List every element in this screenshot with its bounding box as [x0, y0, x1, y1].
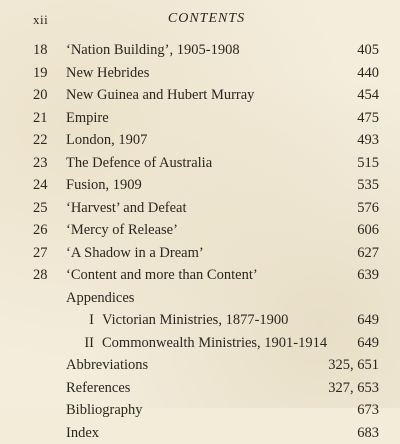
chapter-number: 21: [33, 107, 57, 130]
chapter-title: ‘A Shadow in a Dream’: [66, 242, 204, 265]
page-reference: 606: [357, 219, 379, 242]
back-matter-title: Abbreviations: [66, 354, 148, 377]
chapter-title: New Hebrides: [66, 62, 149, 85]
chapter-title: The Defence of Australia: [66, 152, 212, 175]
chapter-number: 19: [33, 62, 57, 85]
appendix-entry: [33, 332, 379, 355]
chapter-title: New Guinea and Hubert Murray: [66, 84, 254, 107]
chapter-title: ‘Harvest’ and Defeat: [66, 197, 187, 220]
page-reference: 405: [357, 39, 379, 62]
appendix-numeral: I: [80, 309, 94, 332]
toc-entry: [33, 129, 379, 152]
page-reference: 576: [357, 197, 379, 220]
page-reference: 673: [357, 399, 379, 422]
page-reference: 639: [357, 264, 379, 287]
page-reference: 493: [357, 129, 379, 152]
page-reference: 627: [357, 242, 379, 265]
toc-entry: [33, 84, 379, 107]
table-of-contents: [33, 39, 379, 444]
toc-entry: [33, 174, 379, 197]
chapter-title: ‘Content and more than Content’: [66, 264, 258, 287]
toc-entry: [33, 242, 379, 265]
appendices-heading: Appendices: [66, 287, 134, 310]
chapter-number: 25: [33, 197, 57, 220]
chapter-title: Fusion, 1909: [66, 174, 142, 197]
appendix-title: Commonwealth Ministries, 1901-1914: [102, 335, 327, 351]
toc-entry: [33, 219, 379, 242]
chapter-number: 18: [33, 39, 57, 62]
chapter-number: 26: [33, 219, 57, 242]
appendix-title-line: [80, 332, 327, 355]
page-reference: 649: [357, 332, 379, 355]
chapter-number: 24: [33, 174, 57, 197]
back-matter-entry: [33, 422, 379, 444]
appendices-heading-row: [33, 287, 379, 310]
back-matter-entry: [33, 377, 379, 400]
page-reference: 440: [357, 62, 379, 85]
running-title: CONTENTS: [33, 11, 380, 27]
toc-entry: [33, 152, 379, 175]
chapter-number: 27: [33, 242, 57, 265]
back-matter-title: Index: [66, 422, 99, 444]
appendix-numeral: II: [80, 332, 94, 355]
page-reference: 475: [357, 107, 379, 130]
back-matter-title: Bibliography: [66, 399, 143, 422]
toc-entry: [33, 62, 379, 85]
page-reference: 515: [357, 152, 379, 175]
appendix-title-line: [80, 309, 288, 332]
chapter-number: 28: [33, 264, 57, 287]
toc-entry: [33, 197, 379, 220]
chapter-number: 20: [33, 84, 57, 107]
page-reference: 649: [357, 309, 379, 332]
toc-entry: [33, 39, 379, 62]
toc-entry: [33, 264, 379, 287]
page-header: [33, 8, 380, 28]
appendix-title: Victorian Ministries, 1877-1900: [102, 312, 288, 328]
chapter-title: ‘Mercy of Release’: [66, 219, 178, 242]
page-reference: 454: [357, 84, 379, 107]
chapter-number: 23: [33, 152, 57, 175]
chapter-title: Empire: [66, 107, 109, 130]
page-reference: 327, 653: [328, 377, 379, 400]
chapter-number: 22: [33, 129, 57, 152]
appendix-entry: [33, 309, 379, 332]
back-matter-title: References: [66, 377, 130, 400]
back-matter-entry: [33, 354, 379, 377]
chapter-title: ‘Nation Building’, 1905-1908: [66, 39, 240, 62]
page-reference: 325, 651: [328, 354, 379, 377]
page-reference: 683: [357, 422, 379, 444]
page-reference: 535: [357, 174, 379, 197]
page-number: xii: [33, 12, 48, 28]
toc-entry: [33, 107, 379, 130]
chapter-title: London, 1907: [66, 129, 147, 152]
back-matter-entry: [33, 399, 379, 422]
